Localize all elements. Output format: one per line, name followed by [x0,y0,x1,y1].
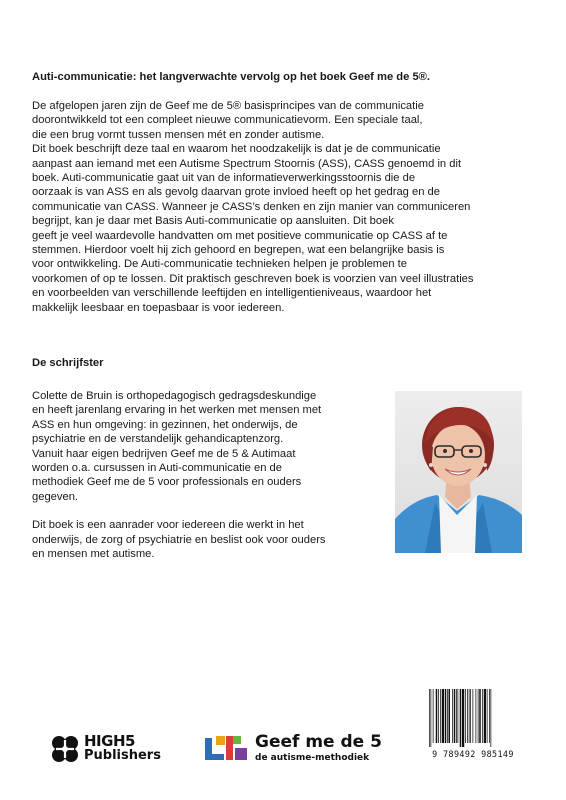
text-line: gegeven. [32,490,79,503]
text-line: en voorbeelden van verschillende leeftijden en intelligentieniveaus, waardoor het [32,287,432,300]
barcode-bar [431,689,432,747]
barcode-number: 9 789492 985149 [432,749,514,759]
barcode-bar [487,689,488,743]
text-line: psychiatrie en de verstandelijk gehandicaptenzorg. [32,433,284,446]
barcode-bar [438,689,439,743]
barcode-bar [440,689,441,743]
text-line: communicatie van CASS. Wanneer je CASS’s denken en zijn manier van communiceren [32,200,471,213]
isbn-barcode [421,685,525,765]
barcode-bar [442,689,444,743]
text-line: onderwijs, de zorg of psychiatrie en beslist ook voor ouders [32,533,326,546]
barcode-bar [491,689,492,747]
clover-knot-logo-icon [50,734,80,764]
recommendation-paragraph [32,518,362,561]
colored-blocks-logo-icon [205,734,247,762]
author-bio-paragraph [32,389,362,504]
text-line: voor ontwikkeling. De Auti-communicatie technieken helpen je problemen te [32,258,407,271]
blurb-paragraph-2 [32,142,538,315]
author-bio [32,389,362,575]
text-line: en mensen met autisme. [32,548,155,561]
barcode-bar [460,689,462,747]
barcode-bar [462,689,464,747]
barcode-bar [469,689,470,743]
brand-name: Geef me de 5 [255,732,382,752]
text-line: worden o.a. cursussen in Auti-communicatie en de [32,462,282,475]
text-line: doorontwikkeld tot een compleet nieuwe communicatievorm. Een speciale taal, [32,114,423,127]
author-photo [395,391,522,553]
barcode-bar [449,689,451,743]
blurb-paragraph-1 [32,99,538,142]
text-line: oorzaak is van ASS en als gevolg daarvan grote invloed heeft op het gedrag en de [32,186,441,199]
barcode-bar [484,689,486,743]
publisher-logo [50,734,170,768]
blurb-title: Auti-communicatie: het langverwachte vervolg op het boek Geef me de 5®. [32,71,431,83]
barcode-bar [429,689,430,747]
brand-logo [205,732,385,768]
text-line: Dit boek beschrijft deze taal en waarom het noodzakelijk is dat je de communicatie [32,143,441,156]
text-line: en heeft jarenlang ervaring in het werken met mensen met [32,404,322,417]
barcode-bar [458,689,459,743]
author-heading: De schrijfster [32,357,104,369]
barcode-bar [452,689,453,743]
text-line: geeft je veel waardevolle handvatten om met positieve communicatie op CASS af te [32,229,448,242]
blurb-text [32,99,538,315]
text-line: voorkomen of op te lossen. Dit praktisch geschreven boek is voorzien van veel illustraties [32,272,474,285]
barcode-bar [478,689,479,743]
barcode-bar [436,689,438,743]
text-line: De afgelopen jaren zijn de Geef me de 5® basisprincipes van de communicatie [32,100,424,112]
text-line: Colette de Bruin is orthopedagogisch gedragsdeskundige [32,390,317,402]
barcode-bar [470,689,471,743]
text-line: Dit boek is een aanrader voor iedereen die werkt in het [32,519,304,532]
text-line: ASS en hun omgeving: in gezinnen, het onderwijs, de [32,418,298,431]
text-line: begrijpt, kan je daar met Basis Auti-communicatie op aansluiten. Dit boek [32,215,394,228]
text-line: Vanuit haar eigen bedrijven Geef me de 5 & Autimaat [32,447,296,460]
barcode-bar [479,689,481,743]
barcode-bar [445,689,447,743]
publisher-name-line1: HIGH5 [84,732,135,750]
barcode-bar [433,689,434,743]
barcode-bar [456,689,457,743]
barcode-bar [476,689,477,743]
barcode-bar [454,689,456,743]
brand-subtitle: de autisme-methodiek [255,753,370,763]
text-line: methodiek Geef me de 5 voor professionals en ouders [32,476,302,489]
text-line: aanpast aan iemand met een Autisme Spectrum Stoornis (ASS), CASS genoemd in dit [32,157,462,170]
text-line: makkelijk leesbaar en toepasbaar is voor iedereen. [32,301,285,314]
barcode-bar [489,689,490,743]
author-portrait-image [395,391,522,553]
barcode-bar [473,689,474,743]
publisher-name-line2: Publishers [84,748,161,763]
barcode-bar [447,689,448,743]
barcode-bar [482,689,483,743]
text-line: stemmen. Hierdoor voelt hij zich gehoord en begrepen, wat een belangrijke basis is [32,244,445,257]
text-line: die een brug vormt tussen mensen mét en zonder autisme. [32,128,325,141]
barcode-bar [465,689,466,743]
text-line: boek. Auti-communicatie gaat uit van de informatieverwerkingsstoornis die de [32,172,416,185]
barcode-bar [467,689,468,743]
barcode-bars [429,689,517,747]
